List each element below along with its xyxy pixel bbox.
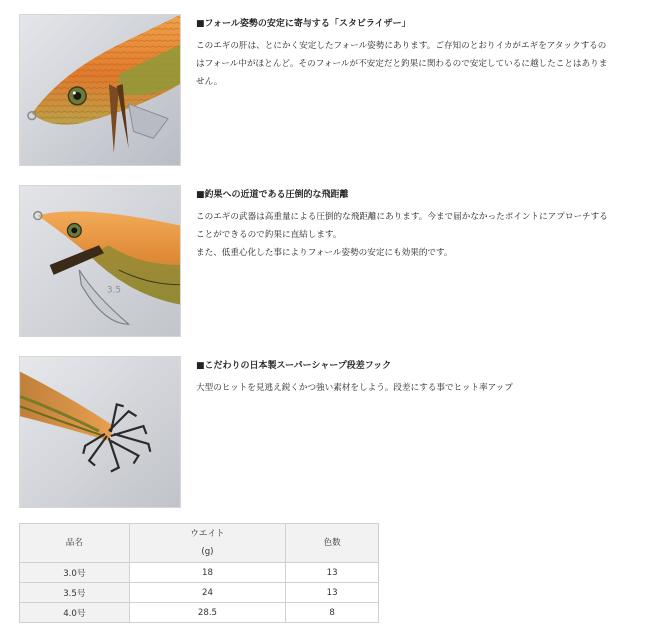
lure-hook-photo (19, 356, 181, 508)
header-weight-unit: (g) (201, 547, 214, 557)
header-weight (129, 524, 286, 563)
feature-distance (196, 188, 636, 262)
cell-weight: 28.5 (129, 603, 286, 623)
egi-lure-stabilizer-image (20, 186, 180, 336)
table-row (20, 583, 379, 603)
feature-title: ■フォール姿勢の安定に寄与する「スタビライザー」 (196, 19, 411, 29)
feature-title: ■釣果への近道である圧倒的な飛距離 (196, 190, 349, 200)
feature-text-line: はフォール中がほとんど。そのフォールが不安定だと釣果に関わるので安定しているに越したことはありま (196, 59, 608, 69)
feature-hook (196, 359, 636, 397)
cell-color-count: 8 (286, 603, 379, 623)
lure-stabilizer-photo (19, 185, 181, 337)
cell-color-count: 13 (286, 563, 379, 583)
size-stamp: 3.5 (106, 285, 122, 296)
feature-title: ■こだわりの日本製スーパーシャープ段差フック (196, 361, 392, 371)
header-product-name: 品名 (20, 524, 130, 563)
feature-text-line: また、低重心化した事によりフォール姿勢の安定にも効果的です。 (196, 248, 453, 258)
lure-head-photo (19, 14, 181, 166)
feature-stabilizer (196, 17, 636, 91)
feature-text-line: ことができるので釣果に直結します。 (196, 230, 342, 240)
egi-lure-head-image (20, 15, 180, 165)
cell-color-count: 13 (286, 583, 379, 603)
feature-body (196, 379, 636, 397)
feature-text-line: このエギの武器は高重量による圧倒的な飛距離にあります。今まで届かなかったポイントにアプローチする (196, 212, 608, 222)
feature-body (196, 208, 636, 262)
cell-weight: 24 (129, 583, 286, 603)
cell-product-name: 3.5号 (20, 583, 130, 603)
table-header-row (20, 524, 379, 563)
feature-text-line: 大型のヒットを見逃え鋭くかつ強い素材をしよう。段差にする事でヒット率アップ (196, 383, 513, 393)
header-color-count: 色数 (286, 524, 379, 563)
feature-body (196, 37, 636, 91)
table-row (20, 603, 379, 623)
cell-weight: 18 (129, 563, 286, 583)
cell-product-name: 3.0号 (20, 563, 130, 583)
feature-text-line: このエギの肝は、とにかく安定したフォール姿勢にあります。ご存知のとおりイカがエギをアタックするの (196, 41, 607, 51)
header-weight-label: ウエイト (190, 529, 225, 539)
table-row (20, 563, 379, 583)
cell-product-name: 4.0号 (20, 603, 130, 623)
feature-text-line: せん。 (196, 77, 223, 87)
spec-table (19, 523, 379, 623)
egi-lure-hook-image (20, 357, 180, 507)
